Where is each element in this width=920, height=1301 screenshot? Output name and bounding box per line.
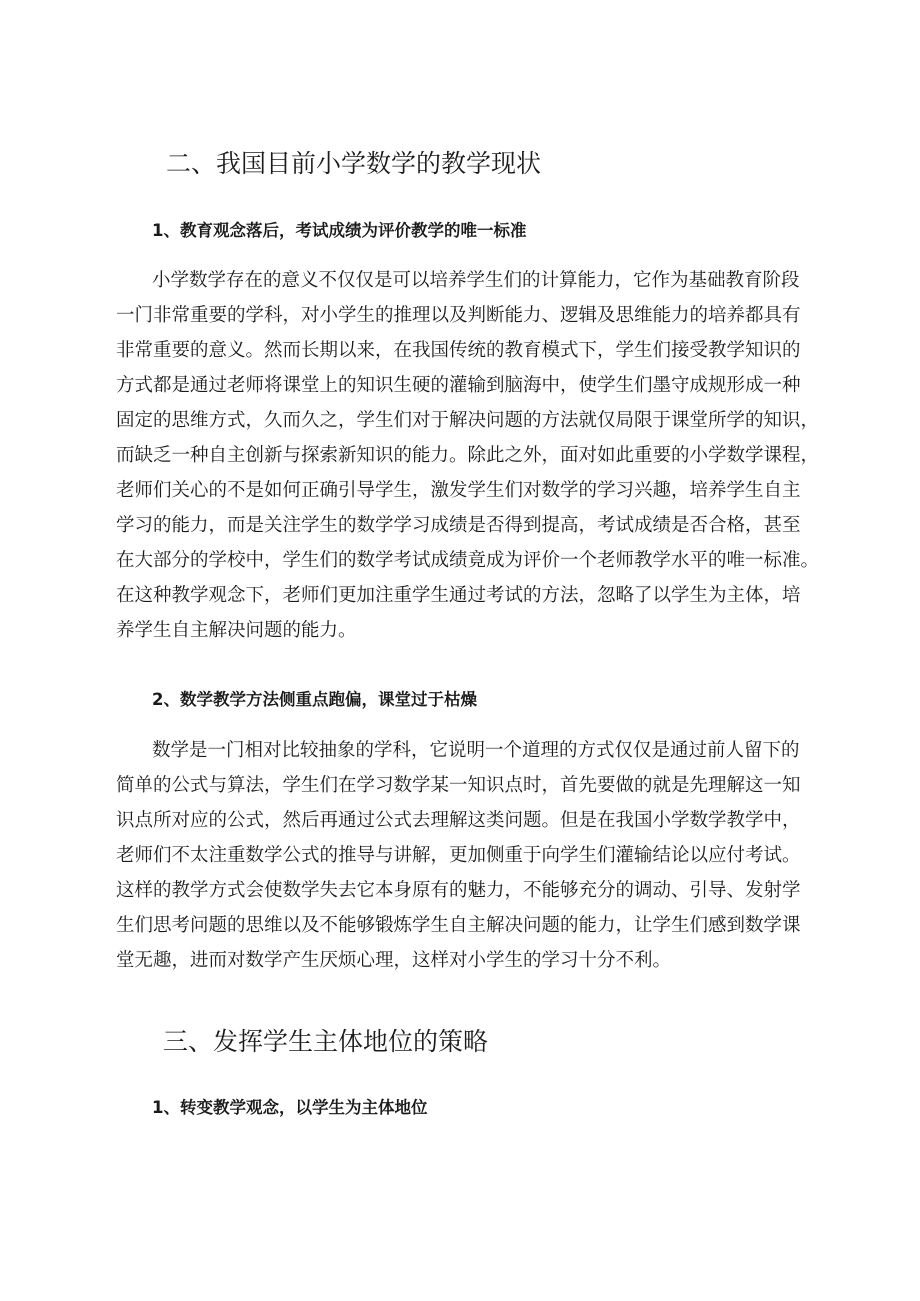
paragraph-line: 简单的公式与算法，学生们在学习数学某一知识点时，首先要做的就是先理解这一知 (116, 775, 801, 796)
paragraph-line: 而缺乏一种自主创新与探索新知识的能力。除此之外，面对如此重要的小学数学课程， (116, 445, 820, 466)
paragraph-line: 方式都是通过老师将课堂上的知识生硬的灌输到脑海中，使学生们墨守成规形成一种 (116, 375, 801, 396)
paragraph-line: 识点所对应的公式，然后再通过公式去理解这类问题。但是在我国小学数学教学中， (116, 810, 801, 831)
paragraph-line: 一门非常重要的学科，对小学生的推理以及判断能力、逻辑及思维能力的培养都具有 (116, 305, 801, 326)
paragraph-line: 堂无趣，进而对数学产生厌烦心理，这样对小学生的学习十分不利。 (116, 950, 672, 971)
paragraph-line: 在大部分的学校中，学生们的数学考试成绩竟成为评价一个老师教学水平的唯一标准。 (116, 550, 820, 571)
paragraph-line: 老师们关心的不是如何正确引导学生，激发学生们对数学的学习兴趣，培养学生自主 (116, 480, 801, 501)
subsection-heading-3-1: 1、转变教学观念，以学生为主体地位 (152, 1098, 428, 1117)
paragraph-line: 固定的思维方式，久而久之，学生们对于解决问题的方法就仅局限于课堂所学的知识， (116, 410, 820, 431)
paragraph-line: 老师们不太注重数学公式的推导与讲解，更加侧重于向学生们灌输结论以应付考试。 (116, 845, 801, 866)
paragraph-line: 这样的教学方式会使数学失去它本身原有的魅力，不能够充分的调动、引导、发射学 (116, 880, 801, 901)
paragraph-line: 数学是一门相对比较抽象的学科，它说明一个道理的方式仅仅是通过前人留下的 (152, 740, 800, 761)
paragraph-line: 生们思考问题的思维以及不能够锻炼学生自主解决问题的能力，让学生们感到数学课 (116, 915, 801, 936)
paragraph-line: 养学生自主解决问题的能力。 (116, 620, 357, 641)
subsection-heading-2-2: 2、数学教学方法侧重点跑偏，课堂过于枯燥 (152, 690, 477, 709)
paragraph-line: 在这种教学观念下，老师们更加注重学生通过考试的方法，忽略了以学生为主体，培 (116, 585, 801, 606)
paragraph-line: 学习的能力，而是关注学生的数学学习成绩是否得到提高，考试成绩是否合格，甚至 (116, 515, 801, 536)
subsection-heading-2-1: 1、教育观念落后，考试成绩为评价教学的唯一标准 (152, 221, 527, 240)
paragraph-line: 小学数学存在的意义不仅仅是可以培养学生们的计算能力，它作为基础教育阶段 (152, 270, 800, 291)
section-heading-2: 二、我国目前小学数学的教学现状 (166, 149, 542, 178)
section-heading-3: 三、发挥学生主体地位的策略 (163, 1027, 489, 1056)
paragraph-line: 非常重要的意义。然而长期以来，在我国传统的教育模式下，学生们接受教学知识的 (116, 340, 801, 361)
